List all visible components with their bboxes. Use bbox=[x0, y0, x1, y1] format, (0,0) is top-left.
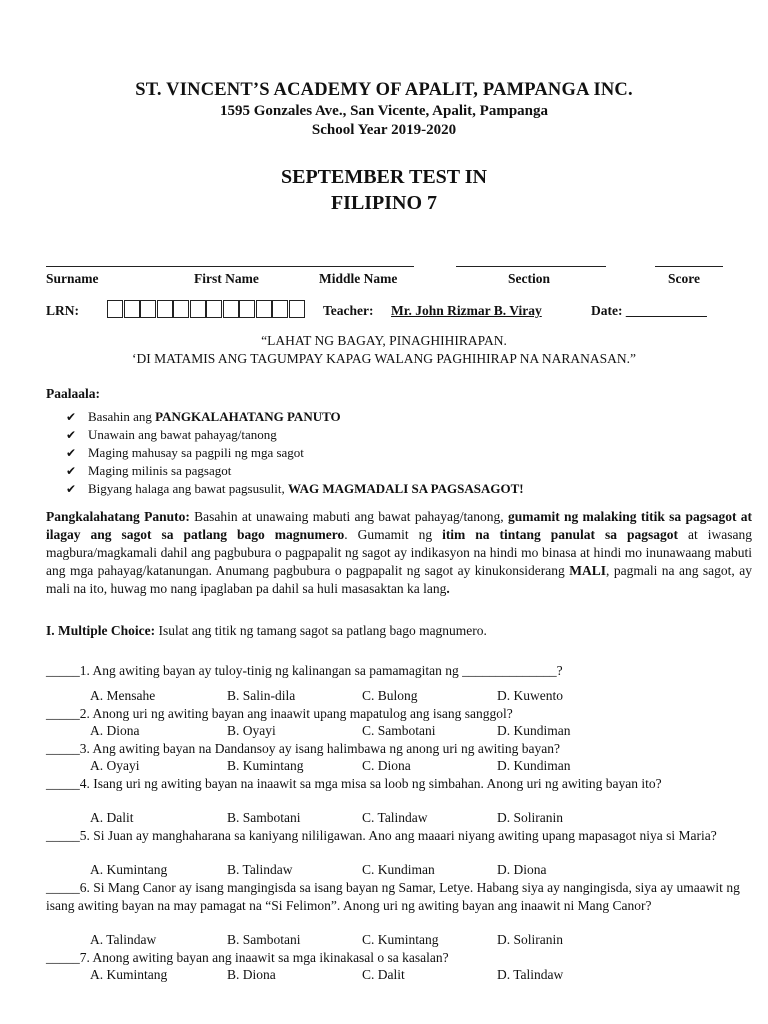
quote-line-1: “LAHAT NG BAGAY, PINAGHIHIRAPAN. bbox=[261, 333, 507, 348]
reminder-item: ✔ Maging mahusay sa pagpili ng mga sagot bbox=[66, 445, 304, 460]
reminder-item: ✔ Basahin ang PANGKALAHATANG PANUTO bbox=[66, 409, 341, 424]
choice: A. Oyayi bbox=[90, 758, 140, 773]
lrn-box[interactable] bbox=[107, 300, 123, 318]
school-address: 1595 Gonzales Ave., San Vicente, Apalit, Pampanga bbox=[219, 103, 549, 119]
choice: D. Soliranin bbox=[497, 810, 563, 825]
test-subject: FILIPINO 7 bbox=[330, 192, 438, 214]
choice: B. Diona bbox=[227, 967, 276, 982]
choice: C. Diona bbox=[362, 758, 411, 773]
choice: B. Salin-dila bbox=[227, 688, 296, 703]
choice: B. Talindaw bbox=[227, 862, 293, 877]
lrn-box[interactable] bbox=[190, 300, 206, 318]
choice: C. Bulong bbox=[362, 688, 418, 703]
section-label: Section bbox=[508, 271, 550, 286]
middle-name-label: Middle Name bbox=[319, 271, 398, 286]
school-name: ST. VINCENT’S ACADEMY OF APALIT, PAMPANGA INC. bbox=[135, 80, 633, 100]
choice: D. Soliranin bbox=[497, 932, 563, 947]
choice: B. Sambotani bbox=[227, 810, 301, 825]
lrn-box[interactable] bbox=[157, 300, 173, 318]
question-1: _____1. Ang awiting bayan ay tuloy-tinig ng kalinangan sa pamamagitan ng ______________? bbox=[46, 663, 563, 678]
lrn-box[interactable] bbox=[140, 300, 156, 318]
question-3: _____3. Ang awiting bayan na Dandansoy ay isang halimbawa ng anong uri ng awiting bayan? bbox=[46, 741, 561, 756]
reminder-item: ✔ Unawain ang bawat pahayag/tanong bbox=[66, 427, 277, 442]
surname-label: Surname bbox=[46, 271, 99, 286]
check-icon: ✔ bbox=[66, 464, 77, 478]
test-title: SEPTEMBER TEST IN bbox=[280, 166, 487, 188]
choice: A. Dalit bbox=[90, 810, 134, 825]
lrn-box[interactable] bbox=[173, 300, 189, 318]
lrn-label: LRN: bbox=[46, 303, 79, 318]
choice: B. Oyayi bbox=[227, 723, 276, 738]
question-7: _____7. Anong awiting bayan ang inaawit sa mga ikinakasal o sa kasalan? bbox=[46, 950, 449, 965]
question-2: _____2. Anong uri ng awiting bayan ang inaawit upang mapatulog ang isang sanggol? bbox=[46, 706, 513, 721]
reminder-item: ✔ Bigyang halaga ang bawat pagsusulit, WAG MAGMADALI SA PAGSASAGOT! bbox=[66, 481, 524, 496]
choice: D. Diona bbox=[497, 862, 547, 877]
choice: C. Kundiman bbox=[362, 862, 435, 877]
lrn-box[interactable] bbox=[256, 300, 272, 318]
lrn-box[interactable] bbox=[272, 300, 288, 318]
choice: D. Kundiman bbox=[497, 758, 571, 773]
reminders-heading: Paalaala: bbox=[46, 386, 100, 401]
choice: C. Kumintang bbox=[362, 932, 439, 947]
reminder-item: ✔ Maging milinis sa pagsagot bbox=[66, 463, 232, 478]
choice: A. Talindaw bbox=[90, 932, 157, 947]
choice: A. Mensahe bbox=[90, 688, 156, 703]
section-i-heading: I. Multiple Choice: Isulat ang titik ng tamang sagot sa patlang bago magnumero. bbox=[46, 623, 487, 638]
choice: D. Kuwento bbox=[497, 688, 563, 703]
question-6: _____6. Si Mang Canor ay isang mangingisda sa isang bayan ng Samar, Letye. Habang siya ay nangingisda, siya ay umaawit ng isang awiting bayan na may pamagat na “Si Felimon”. Anong uri ng awiting bayan ang inaawit ni Mang Canor? bbox=[46, 880, 740, 913]
choice: C. Talindaw bbox=[362, 810, 428, 825]
choice: C. Dalit bbox=[362, 967, 405, 982]
score-line[interactable] bbox=[655, 266, 723, 267]
check-icon: ✔ bbox=[66, 428, 77, 442]
lrn-box[interactable] bbox=[206, 300, 222, 318]
choice: D. Kundiman bbox=[497, 723, 571, 738]
choice: B. Sambotani bbox=[227, 932, 301, 947]
score-label: Score bbox=[668, 271, 700, 286]
question-4: _____4. Isang uri ng awiting bayan na inaawit sa mga misa sa loob ng simbahan. Anong uri ng awiting bayan ito? bbox=[46, 776, 662, 791]
name-line[interactable] bbox=[46, 266, 414, 267]
school-year: School Year 2019-2020 bbox=[311, 122, 457, 138]
check-icon: ✔ bbox=[66, 446, 77, 460]
choice: B. Kumintang bbox=[227, 758, 304, 773]
choice: A. Kumintang bbox=[90, 967, 168, 982]
check-icon: ✔ bbox=[66, 482, 77, 496]
choice: D. Talindaw bbox=[497, 967, 564, 982]
lrn-box[interactable] bbox=[223, 300, 239, 318]
quote-line-2: ‘DI MATAMIS ANG TAGUMPAY KAPAG WALANG PAGHIHIRAP NA NARANASAN.” bbox=[131, 351, 637, 366]
section-line[interactable] bbox=[456, 266, 606, 267]
question-5: _____5. Si Juan ay manghaharana sa kaniyang nililigawan. Ano ang maaari niyang awiting upang mapasagot niya si Maria? bbox=[46, 828, 717, 843]
lrn-box[interactable] bbox=[289, 300, 305, 318]
first-name-label: First Name bbox=[194, 271, 259, 286]
choice: A. Kumintang bbox=[90, 862, 168, 877]
date-field[interactable]: Date: ____________ bbox=[591, 303, 707, 318]
check-icon: ✔ bbox=[66, 410, 77, 424]
teacher-label: Teacher: bbox=[323, 303, 374, 318]
choice: C. Sambotani bbox=[362, 723, 436, 738]
lrn-box[interactable] bbox=[239, 300, 255, 318]
lrn-box[interactable] bbox=[124, 300, 140, 318]
choice: A. Diona bbox=[90, 723, 140, 738]
general-instructions: Pangkalahatang Panuto: Basahin at unawaing mabuti ang bawat pahayag/tanong, gumamit ng malaking titik sa pagsagot at ilagay ang sagot sa patlang bago magnumero. Gumamit ng itim na tintang panulat sa pagsagot at iwasang magbura/magkamali dahil ang pagbubura o pagpapalit ng sagot ay indikasyon na hindi mo binasa at hindi mo inunawaang mabuti ang mga pahayag/katanungan. Anumang pagbubura o pagpapalit ng sagot ay kinukonsiderang MALI, pagmali na ang sagot, ay mali na ito, huwag mo nang ipaglaban pa dahil sa huli masasaktan ka lang. bbox=[46, 509, 753, 596]
teacher-name: Mr. John Rizmar B. Viray bbox=[391, 303, 542, 318]
